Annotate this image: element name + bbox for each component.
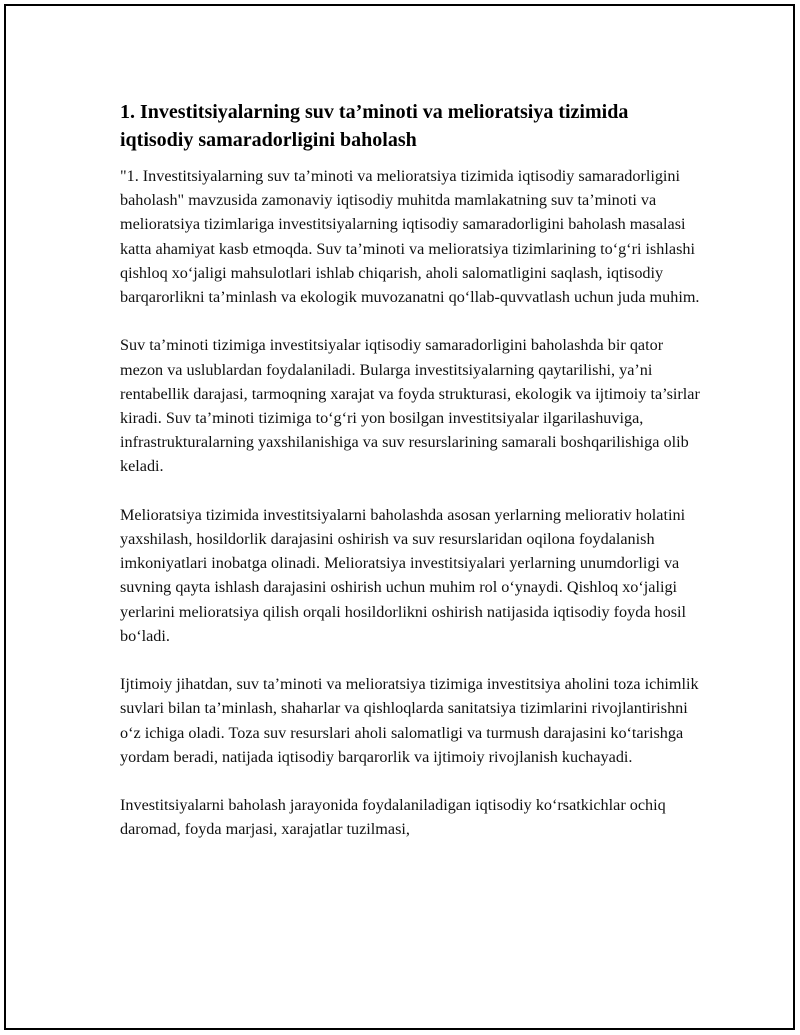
paragraph-indicators: Investitsiyalarni baholash jarayonida foydalaniladigan iqtisodiy ko‘rsatkichlar ochiq daromad, foyda marjasi, xarajatlar tuzilmasi, (120, 796, 666, 839)
document-body (120, 98, 700, 866)
paragraph-melioration: Melioratsiya tizimida investitsiyalarni baholashda asosan yerlarning meliorativ holatini yaxshilash, hosildorlik darajasini oshirish va suv resurslaridan oqilona foydalanish imkoniyatlari inobatga olinadi. Melioratsiya investitsiyalari yerlarning unumdorligi va suvning qayta ishlash darajasini oshirish uchun muhim rol o‘ynaydi. Qishloq xo‘jaligi yerlarini melioratsiya qilish orqali hosildorlikni oshirish natijasida iqtisodiy foyda hosil bo‘ladi. (120, 505, 687, 645)
paragraph-social: Ijtimoiy jihatdan, suv ta’minoti va melioratsiya tizimiga investitsiya aholini toza ichimlik suvlari bilan ta’minlash, shaharlar va qishloqlarda sanitatsiya tizimlarini rivojlantirishni o‘z ichiga oladi. Toza suv resurslari aholi salomatligi va turmush darajasini ko‘tarishga yordam beradi, natijada iqtisodiy barqarorlik va ijtimoiy rivojlanish kuchayadi. (120, 675, 699, 766)
paragraph-intro: "1. Investitsiyalarning suv ta’minoti va melioratsiya tizimida iqtisodiy samaradorligini baholash" mavzusida zamonaviy iqtisodiy muhitda mamlakatning suv ta’minoti va melioratsiya tizimlariga investitsiyalarning iqtisodiy samaradorligini baholash masalasi katta ahamiyat kasb etmoqda. Suv ta’minoti va melioratsiya tizimlarining to‘g‘ri ishlashi qishloq xo‘jaligi mahsulotlari ishlab chiqarish, aholi salomatligini saqlash, iqtisodiy barqarorlikni ta’minlash va ekologik muvozanatni qo‘llab-quvvatlash uchun juda muhim. (120, 167, 700, 307)
section-heading: 1. Investitsiyalarning suv ta’minoti va melioratsiya tizimida iqtisodiy samaradorligini baholash (120, 101, 629, 151)
page-frame (4, 4, 795, 1030)
paragraph-water-supply: Suv ta’minoti tizimiga investitsiyalar iqtisodiy samaradorligini baholashda bir qator mezon va uslublardan foydalaniladi. Bularga investitsiyalarning qaytarilishi, ya’ni rentabellik darajasi, tarmoqning xarajat va foyda strukturasi, ekologik va ijtimoiy ta’sirlar kiradi. Suv ta’minoti tizimiga to‘g‘ri yon bosilgan investitsiyalar ilgarilashuviga, infrastrukturalarning yaxshilanishiga va suv resurslarining samarali boshqarilishiga olib keladi. (120, 336, 700, 476)
